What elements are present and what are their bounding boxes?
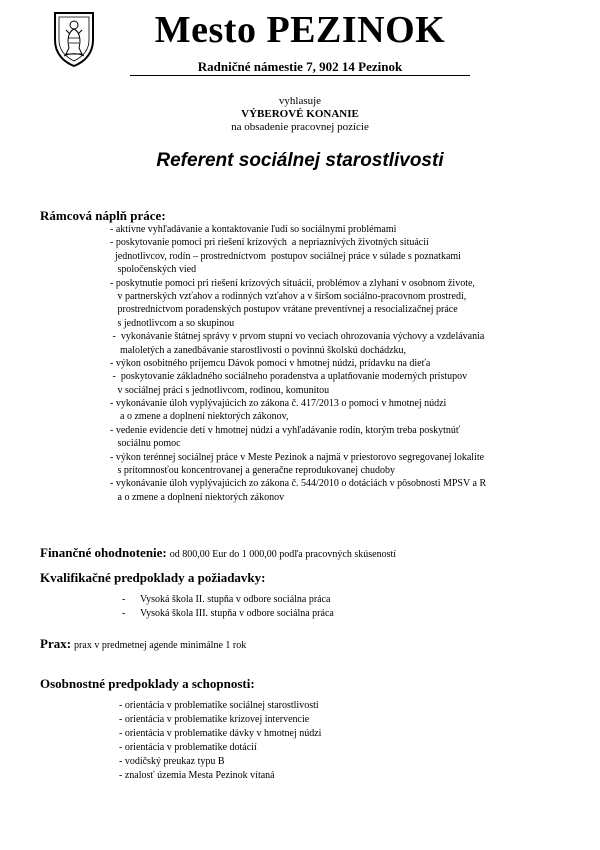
duty-line: s prítomnosťou koncentrovanej a generačne reprodukovanej chudoby bbox=[110, 465, 396, 477]
duties-heading: Rámcová náplň práce: bbox=[40, 208, 166, 223]
duty-line: spoločenských vied bbox=[110, 264, 197, 276]
duty-line: - vykonávanie úloh vyplývajúcich zo zákona č. 544/2010 o dotáciách v pôsobnosti MPSV a R bbox=[110, 478, 487, 490]
qualification-item: - Vysoká škola II. stupňa v odbore sociálna práca bbox=[122, 594, 331, 605]
qualifications-heading: Kvalifikačné predpoklady a požiadavky: bbox=[40, 570, 266, 585]
duty-line: - výkon terénnej sociálnej práce v Meste Pezinok a najmä v priestorovo segregovanej lokalite bbox=[110, 451, 485, 463]
duty-line: maloletých a zanedbávanie starostlivosti o povinnú školskú dochádzku, bbox=[110, 344, 407, 356]
town-coat-of-arms-icon bbox=[52, 10, 96, 68]
qualification-item: - Vysoká škola III. stupňa v odbore sociálna práca bbox=[122, 608, 334, 619]
qualification-text: Vysoká škola II. stupňa v odbore sociálna práca bbox=[140, 594, 331, 605]
personal-item: - znalosť územia Mesta Pezinok vítaná bbox=[119, 770, 275, 781]
duty-line: - poskytovanie základného sociálneho poradenstva a uplatňovanie moderných prístupov bbox=[110, 371, 468, 383]
salary-heading: Finančné ohodnotenie: bbox=[40, 545, 167, 560]
duty-line: - poskytovanie pomoci pri riešení krízových a nepriaznivých životných situácií bbox=[110, 237, 429, 249]
town-address: Radničné námestie 7, 902 14 Pezinok bbox=[197, 59, 403, 74]
personal-heading: Osobnostné predpoklady a schopnosti: bbox=[40, 676, 255, 691]
duty-line: - vykonávanie štátnej správy v prvom stupni vo veciach ohrozovania výchovy a vzdelávania bbox=[110, 331, 485, 343]
personal-item: - orientácia v problematike dotácií bbox=[119, 742, 257, 753]
duties-list bbox=[110, 223, 570, 504]
position-title: Referent sociálnej starostlivosti bbox=[156, 150, 444, 171]
duty-line: a o zmene a doplnení niektorých zákonov bbox=[110, 491, 285, 503]
salary-value: od 800,00 Eur do 1 000,00 podľa pracovných skúseností bbox=[169, 549, 397, 560]
duty-line: s jednotlivcom a so skupinou bbox=[110, 317, 235, 329]
duty-line: prostredníctvom poradenských postupov vrátane preventívnej a resocializačnej práce bbox=[110, 304, 458, 316]
qualification-text: Vysoká škola III. stupňa v odbore sociálna práca bbox=[140, 608, 334, 619]
duty-line: - výkon osobitného príjemcu Dávok pomoci v hmotnej núdzi, prídavku na dieťa bbox=[110, 357, 431, 369]
personal-item: - orientácia v problematike krízovej intervencie bbox=[119, 714, 310, 725]
duty-line: - aktívne vyhľadávanie a kontaktovanie ľudí so sociálnymi problémami bbox=[110, 224, 397, 235]
announcement-line-3: na obsadenie pracovnej pozície bbox=[231, 121, 369, 133]
personal-item: - orientácia v problematike sociálnej starostlivosti bbox=[119, 700, 319, 711]
personal-item: - vodičský preukaz typu B bbox=[119, 756, 225, 767]
practice-heading: Prax: bbox=[40, 636, 72, 651]
town-name: Mesto PEZINOK bbox=[154, 9, 446, 51]
duty-line: - vykonávanie úloh vyplývajúcich zo zákona č. 417/2013 o pomoci v hmotnej núdzi bbox=[110, 398, 447, 410]
announcement-line-2: VÝBEROVÉ KONANIE bbox=[241, 108, 359, 120]
duty-line: - vedenie evidencie detí v hmotnej núdzi a vyhľadávanie rodín, ktorým treba poskytnúť bbox=[110, 424, 461, 436]
duty-line: v partnerských vzťahov a rodinných vzťahov a v širšom sociálno-pracovnom prostredí, bbox=[110, 290, 467, 302]
announcement-line-1: vyhlasuje bbox=[278, 95, 322, 107]
practice-section bbox=[40, 636, 246, 652]
duty-line: - poskytnutie pomoci pri riešení krízových situácií, problémov a zlyhaní v osobnom živote, bbox=[110, 277, 475, 289]
duty-line: v sociálnej práci s jednotlivcom, rodinou, komunitou bbox=[110, 384, 330, 396]
duty-line: a o zmene a doplnení niektorých zákonov, bbox=[110, 411, 289, 423]
practice-value: prax v predmetnej agende minimálne 1 rok bbox=[74, 640, 247, 651]
duty-line: jednotlivcov, rodín – prostredníctvom postupov sociálnej práce v súlade s poznatkami bbox=[110, 250, 461, 262]
duty-line: sociálnu pomoc bbox=[110, 438, 181, 450]
salary-section bbox=[40, 545, 396, 561]
personal-item: - orientácia v problematike dávky v hmotnej núdzi bbox=[119, 728, 322, 739]
header-divider bbox=[130, 75, 470, 76]
